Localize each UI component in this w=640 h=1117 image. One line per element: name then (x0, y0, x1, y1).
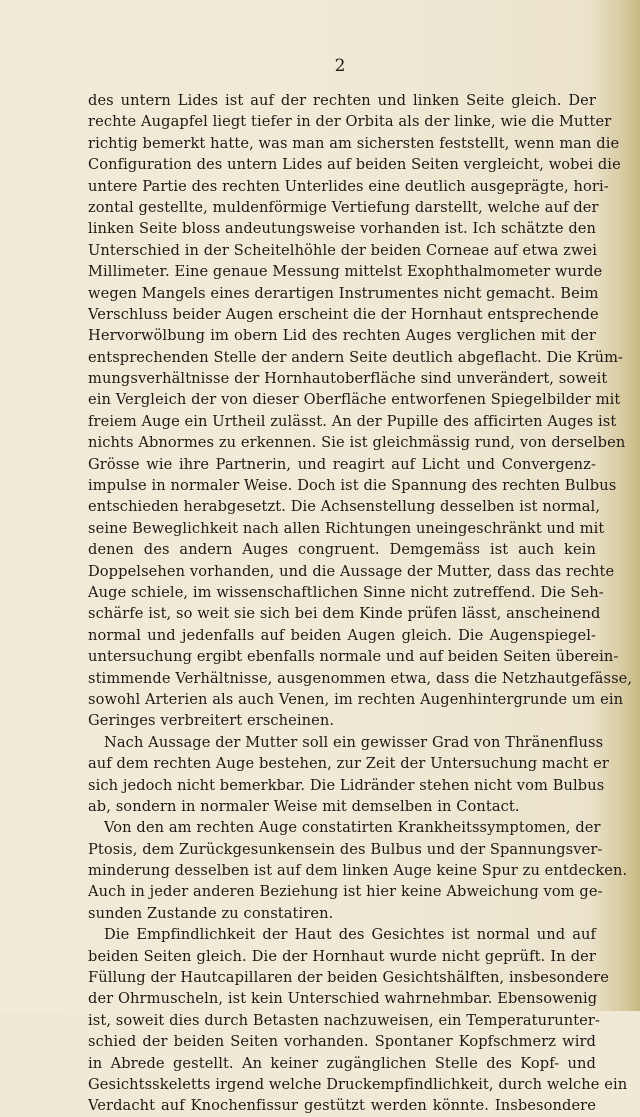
text-line: Auge schiele, im wissenschaftlichen Sinne nicht zutreffend. Die Seh- (88, 583, 604, 601)
text-line: Millimeter. Eine genaue Messung mittelst Exophthalmometer wurde (88, 263, 603, 281)
text-line: Von den am rechten Auge constatirten Krankheitssymptomen, der (104, 819, 601, 837)
text-line: normal und jedenfalls auf beiden Augen gleich. Die Augenspiegel- (88, 626, 596, 644)
text-line: mungsverhältnisse der Hornhautoberfläche sind unverändert, soweit (88, 370, 608, 388)
text-line: entsprechenden Stelle der andern Seite deutlich abgeflacht. Die Krüm- (88, 348, 624, 366)
text-line: des untern Lides ist auf der rechten und linken Seite gleich. Der (88, 92, 596, 109)
text-line: ist, soweit dies durch Betasten nachzuweisen, ein Temperaturunter- (88, 1011, 601, 1029)
text-line: schied der beiden Seiten vorhanden. Spontaner Kopfschmerz wird (88, 1033, 596, 1051)
text-line: Auch in jeder anderen Beziehung ist hier keine Abweichung vom ge- (88, 883, 603, 901)
page-number: 2 (334, 56, 346, 76)
text-line: minderung desselben ist auf dem linken Auge keine Spur zu entdecken. (88, 862, 628, 880)
text-line: Unterschied in der Scheitelhöhle der beiden Corneae auf etwa zwei (88, 241, 598, 259)
text-line: freiem Auge ein Urtheil zulässt. An der Pupille des afficirten Auges ist (88, 412, 617, 430)
text-line: sowohl Arterien als auch Venen, im rechten Augenhintergrunde um ein (88, 690, 624, 708)
text-line: impulse in normaler Weise. Doch ist die Spannung des rechten Bulbus (88, 477, 617, 495)
text-line: Grösse wie ihre Partnerin, und reagirt auf Licht und Convergenz- (88, 455, 596, 473)
text-line: zontal gestellte, muldenförmige Vertiefung darstellt, welche auf der (88, 198, 599, 216)
text-line: untersuchung ergibt ebenfalls normale und auf beiden Seiten überein- (88, 648, 619, 666)
text-line: schärfe ist, so weit sie sich bei dem Kinde prüfen lässt, anscheinend (88, 605, 601, 623)
text-line: Nach Aussage der Mutter soll ein gewisser Grad von Thränenfluss (104, 733, 604, 751)
text-line: auf dem rechten Auge bestehen, zur Zeit der Untersuchung macht er (88, 755, 609, 773)
text-line: rechte Augapfel liegt tiefer in der Orbita als der linke, wie die Mutter (88, 113, 612, 131)
text-line: ab, sondern in normaler Weise mit demselben in Contact. (88, 797, 520, 815)
text-line: Füllung der Hautcapillaren der beiden Gesichtshälften, insbesondere (88, 969, 609, 987)
text-line: Gesichtsskeletts irgend welche Druckempfindlichkeit, durch welche ein (88, 1075, 628, 1093)
text-line: untere Partie des rechten Unterlides eine deutlich ausgeprägte, hori- (88, 177, 609, 195)
text-line: der Ohrmuscheln, ist kein Unterschied wahrnehmbar. Ebensowenig (88, 990, 598, 1008)
body-text (88, 90, 633, 1117)
text-line: Verschluss beider Augen erscheint die der Hornhaut entsprechende (88, 305, 599, 323)
text-line: nichts Abnormes zu erkennen. Sie ist gleichmässig rund, von derselben (88, 434, 626, 452)
text-line: Die Empfindlichkeit der Haut des Gesichtes ist normal und auf (104, 926, 596, 944)
text-line: seine Beweglichkeit nach allen Richtungen uneingeschränkt und mit (88, 519, 605, 537)
text-line: Doppelsehen vorhanden, und die Aussage der Mutter, dass das rechte (88, 562, 615, 580)
text-line: Hervorwölbung im obern Lid des rechten Auges verglichen mit der (88, 327, 596, 345)
text-line: entschieden herabgesetzt. Die Achsenstellung desselben ist normal, (88, 498, 601, 516)
text-line: beiden Seiten gleich. Die der Hornhaut wurde nicht geprüft. In der (88, 947, 596, 965)
text-line: wegen Mangels eines derartigen Instrumentes nicht gemacht. Beim (88, 284, 599, 302)
text-line: stimmende Verhältnisse, ausgenommen etwa, dass die Netzhautgefässe, (88, 669, 633, 687)
text-line: sunden Zustande zu constatiren. (88, 904, 334, 922)
text-line: denen des andern Auges congruent. Demgemäss ist auch kein (88, 541, 596, 559)
text-line: ein Vergleich der von dieser Oberfläche entworfenen Spiegelbilder mit (88, 391, 621, 409)
text-line: in Abrede gestellt. An keiner zugänglichen Stelle des Kopf- und (88, 1054, 596, 1072)
text-line: Verdacht auf Knochenfissur gestützt werden könnte. Insbesondere (88, 1097, 596, 1115)
text-line: richtig bemerkt hatte, was man am sichersten feststellt, wenn man die (88, 134, 620, 152)
text-line: Ptosis, dem Zurückgesunkensein des Bulbus und der Spannungsver- (88, 840, 603, 858)
text-line: sich jedoch nicht bemerkbar. Die Lidränder stehen nicht vom Bulbus (88, 776, 605, 794)
text-line: linken Seite bloss andeutungsweise vorhanden ist. Ich schätzte den (88, 220, 596, 238)
text-line: Geringes verbreitert erscheinen. (88, 712, 335, 730)
text-line: Configuration des untern Lides auf beiden Seiten vergleicht, wobei die (88, 156, 621, 174)
